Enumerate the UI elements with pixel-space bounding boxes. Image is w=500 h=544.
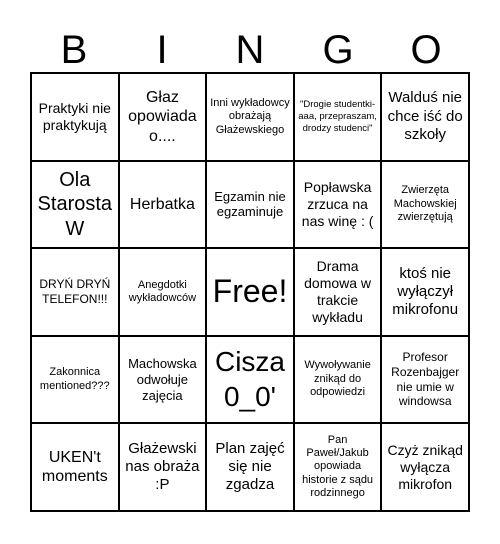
header-letter-n: N: [235, 28, 265, 72]
bingo-cell[interactable]: Wywoływanie znikąd do odpowiedzi: [294, 336, 382, 424]
bingo-cell[interactable]: Inni wykładowcy obrażają Głażewskiego: [206, 73, 294, 161]
bingo-cell[interactable]: Drama domowa w trakcie wykładu: [294, 248, 382, 336]
bingo-cell[interactable]: Cisza 0_0': [206, 336, 294, 424]
header-letter-o: O: [410, 28, 442, 72]
bingo-cell-free[interactable]: Free!: [206, 248, 294, 336]
bingo-cell[interactable]: UKEN't moments: [31, 423, 119, 511]
bingo-cell[interactable]: Zwierzęta Machowskiej zwierzętują: [381, 161, 469, 249]
bingo-cell[interactable]: Głaz opowiada o....: [119, 73, 207, 161]
bingo-cell[interactable]: Herbatka: [119, 161, 207, 249]
bingo-cell[interactable]: Zakonnica mentioned???: [31, 336, 119, 424]
bingo-cell[interactable]: Czyż znikąd wyłącza mikrofon: [381, 423, 469, 511]
bingo-cell[interactable]: Plan zajęć się nie zgadza: [206, 423, 294, 511]
bingo-cell[interactable]: Walduś nie chce iść do szkoły: [381, 73, 469, 161]
bingo-cell[interactable]: ktoś nie wyłączył mikrofonu: [381, 248, 469, 336]
bingo-cell[interactable]: Profesor Rozenbajger nie umie w windowsa: [381, 336, 469, 424]
bingo-cell[interactable]: Pan Paweł/Jakub opowiada historie z sądu rodzinnego: [294, 423, 382, 511]
header-letter-i: I: [156, 28, 168, 72]
bingo-cell[interactable]: Anegdotki wykładowców: [119, 248, 207, 336]
bingo-cell[interactable]: Praktyki nie praktykują: [31, 73, 119, 161]
header-letter-b: B: [60, 28, 88, 72]
header-letter-g: G: [322, 28, 354, 72]
bingo-cell[interactable]: Popławska zrzuca na nas winę : (: [294, 161, 382, 249]
bingo-cell[interactable]: Głażewski nas obraża :P: [119, 423, 207, 511]
bingo-cell[interactable]: Ola Starosta W: [31, 161, 119, 249]
bingo-cell[interactable]: Machowska odwołuje zajęcia: [119, 336, 207, 424]
bingo-cell[interactable]: DRYŃ DRYŃ TELEFON!!!: [31, 248, 119, 336]
bingo-card: [30, 72, 470, 512]
bingo-header: [30, 28, 470, 72]
bingo-cell[interactable]: "Drogie studentki- aaa, przepraszam, drodzy studenci": [294, 73, 382, 161]
bingo-cell[interactable]: Egzamin nie egzaminuje: [206, 161, 294, 249]
